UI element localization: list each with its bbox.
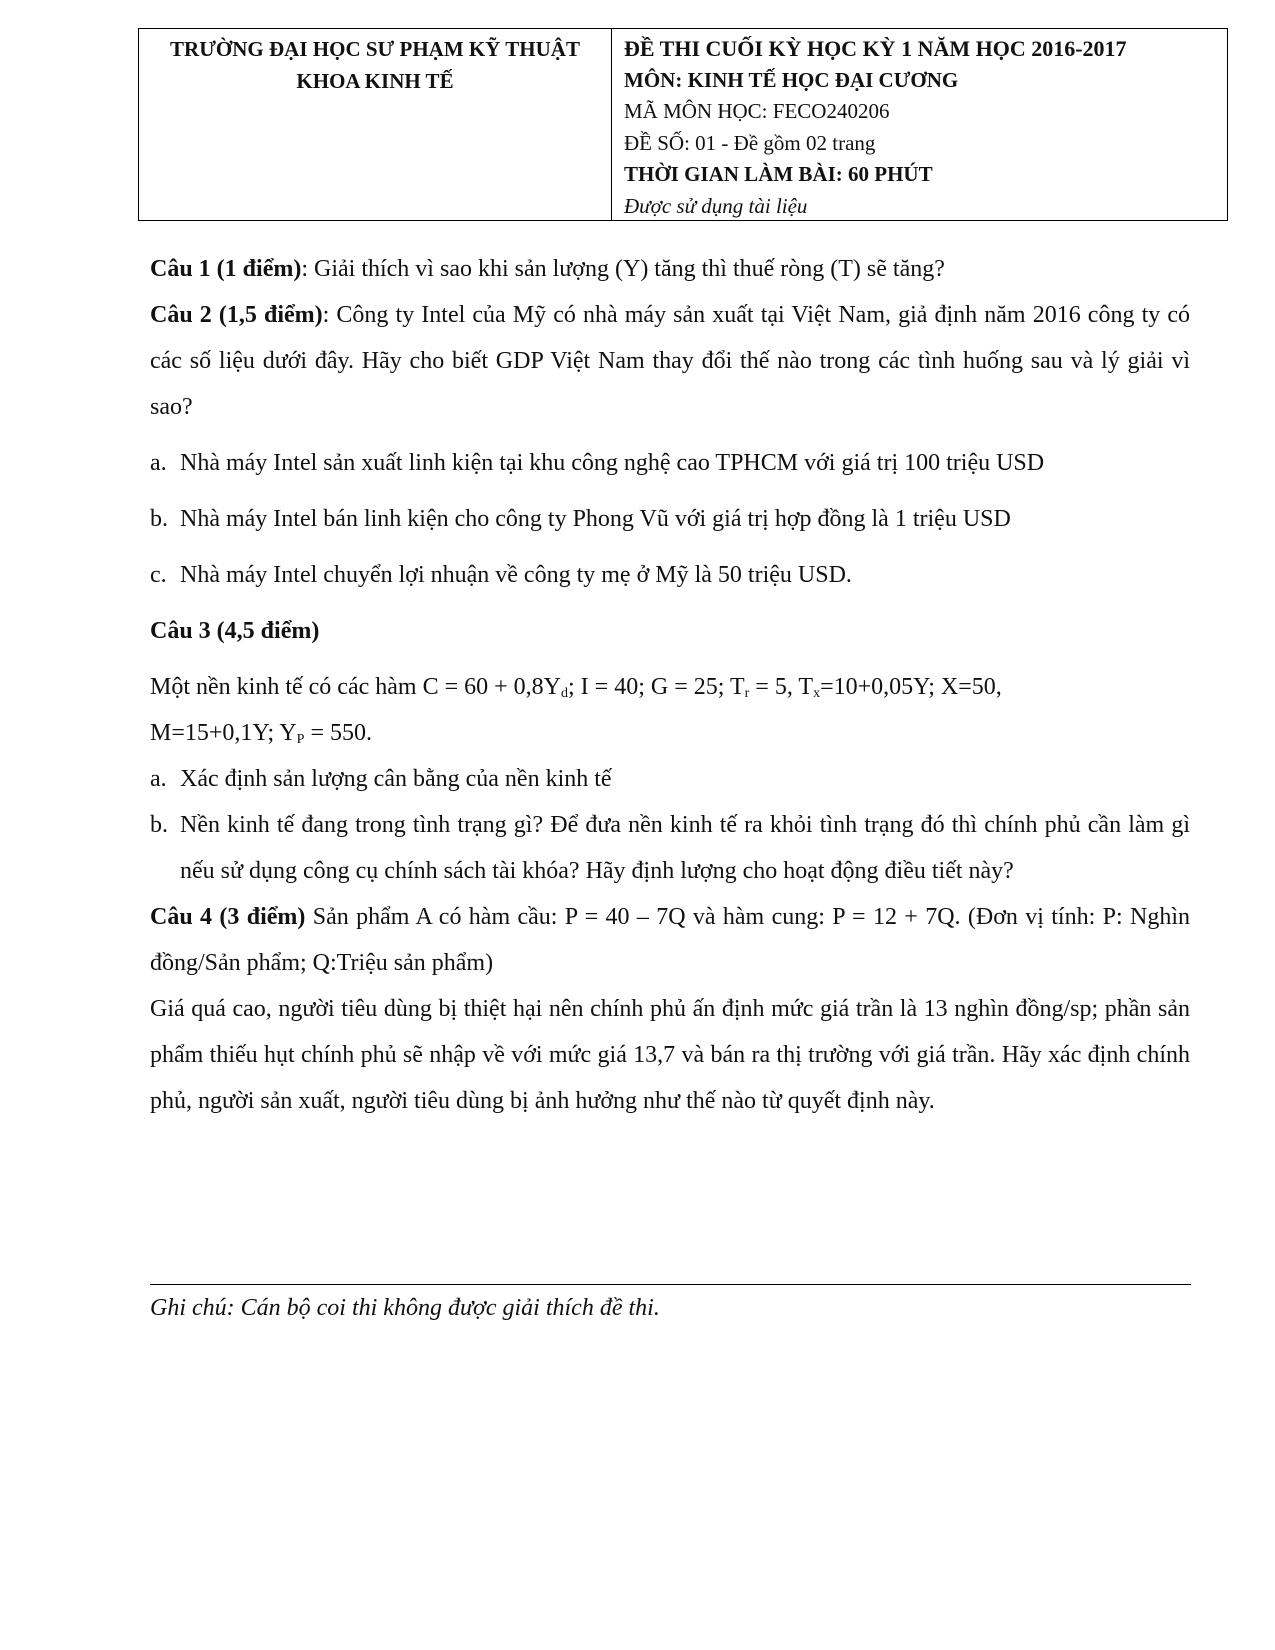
eq-subscript: r [744, 686, 750, 701]
eq-part: M=15+0,1Y; Y [150, 720, 297, 746]
eq-subscript: d [561, 686, 568, 701]
question-3-equations [150, 664, 1190, 710]
question-2-text: : Công ty Intel của Mỹ có nhà máy sản xuất tại Việt Nam, giả định năm 2016 công ty có các số liệu dưới đây. Hãy cho biết GDP Việt Nam thay đổi thế nào trong các tình huống sau và lý giải vì sao? [150, 302, 1190, 420]
item-text: Nền kinh tế đang trong tình trạng gì? Để đưa nền kinh tế ra khỏi tình trạng đó thì chính phủ cần làm gì nếu sử dụng công cụ chính sách tài khóa? Hãy định lượng cho hoạt động điều tiết này? [180, 812, 1190, 884]
question-4-text: Sản phẩm A có hàm cầu: P = 40 – 7Q và hàm cung: P = 12 + 7Q. (Đơn vị tính: P: Nghìn đồng/Sản phẩm; Q:Triệu sản phẩm) [150, 904, 1190, 976]
question-3-label: Câu 3 (4,5 điểm) [150, 618, 320, 644]
item-text: Nhà máy Intel bán linh kiện cho công ty Phong Vũ với giá trị hợp đồng là 1 triệu USD [180, 506, 1011, 532]
exam-title: ĐỀ THI CUỐI KỲ HỌC KỲ 1 NĂM HỌC 2016-2017 [624, 36, 1127, 61]
subject-name: MÔN: KINH TẾ HỌC ĐẠI CƯƠNG [624, 67, 959, 92]
question-3-item-b [150, 802, 1190, 894]
item-marker: b. [150, 812, 168, 838]
question-2-item-c [150, 552, 1190, 598]
item-text: Xác định sản lượng cân bằng của nền kinh tế [180, 766, 612, 792]
item-marker: c. [150, 562, 167, 588]
item-marker: b. [150, 506, 168, 532]
question-2-item-b [150, 496, 1190, 542]
question-1 [150, 246, 1190, 292]
eq-part: ; I = 40; G = 25; T [568, 674, 745, 700]
eq-part: =10+0,05Y; X=50, [820, 674, 1002, 700]
exam-number: ĐỀ SỐ: 01 - Đề gồm 02 trang [624, 130, 876, 155]
exam-questions [150, 246, 1190, 1124]
exam-header-table [138, 28, 1228, 221]
school-name: TRƯỜNG ĐẠI HỌC SƯ PHẠM KỸ THUẬT [170, 37, 580, 61]
eq-part: Một nền kinh tế có các hàm C = 60 + 0,8Y [150, 674, 561, 700]
eq-subscript: x [813, 686, 821, 701]
question-1-label: Câu 1 (1 điểm) [150, 256, 302, 282]
item-marker: a. [150, 766, 167, 792]
question-3-item-a [150, 756, 1190, 802]
course-code: MÃ MÔN HỌC: FECO240206 [624, 99, 890, 123]
eq-part: = 550. [304, 720, 372, 746]
footer-divider [150, 1284, 1191, 1285]
faculty-name: KHOA KINH TẾ [296, 69, 454, 93]
item-marker: a. [150, 450, 167, 476]
question-2-label: Câu 2 (1,5 điểm) [150, 302, 323, 328]
eq-subscript: P [296, 732, 305, 747]
item-text: Nhà máy Intel sản xuất linh kiện tại khu công nghệ cao TPHCM với giá trị 100 triệu USD [180, 450, 1045, 476]
question-2-item-a [150, 440, 1190, 486]
institution-cell [139, 29, 612, 220]
question-2 [150, 292, 1190, 430]
question-4-paragraph: Giá quá cao, người tiêu dùng bị thiệt hại nên chính phủ ấn định mức giá trần là 13 nghìn đồng/sp; phần sản phẩm thiếu hụt chính phủ sẽ nhập về với mức giá 13,7 và bán ra thị trường với giá trần. Hãy xác định chính phủ, người sản xuất, người tiêu dùng bị ảnh hưởng như thế nào từ quyết định này. [150, 996, 1190, 1114]
question-4-label: Câu 4 (3 điểm) [150, 904, 306, 930]
question-4 [150, 894, 1190, 986]
item-text: Nhà máy Intel chuyển lợi nhuận về công ty mẹ ở Mỹ là 50 triệu USD. [180, 562, 852, 588]
question-3-equations-line-2 [150, 710, 1190, 756]
footer-note: Ghi chú: Cán bộ coi thi không được giải thích đề thi. [150, 1295, 660, 1321]
question-1-text: : Giải thích vì sao khi sản lượng (Y) tăng thì thuế ròng (T) sẽ tăng? [301, 256, 945, 282]
exam-duration: THỜI GIAN LÀM BÀI: 60 PHÚT [624, 162, 933, 186]
exam-info-cell [612, 29, 1227, 220]
eq-part: = 5, T [749, 674, 814, 700]
materials-allowed: Được sử dụng tài liệu [624, 193, 808, 218]
